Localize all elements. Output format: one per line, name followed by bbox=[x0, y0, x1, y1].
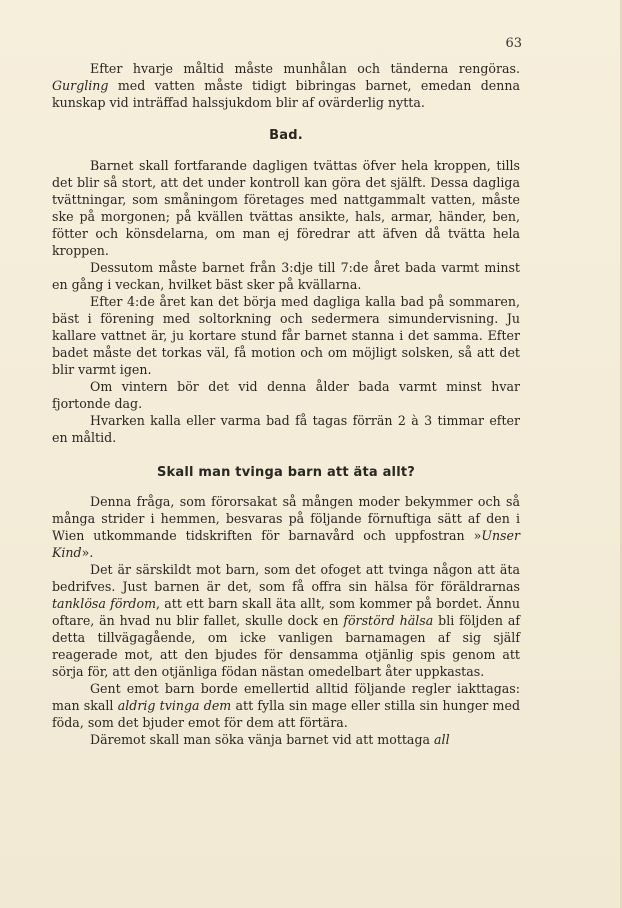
emphasis: all bbox=[434, 732, 450, 748]
emphasis: förstörd hälsa bbox=[343, 613, 434, 629]
page-number: 63 bbox=[505, 36, 522, 51]
paragraph: Dessutom måste barnet från 3:dje till 7:de året bada varmt minst en gång i veckan, hvilket bäst sker på kvällarna. bbox=[52, 259, 520, 292]
paragraph: Det är särskildt mot barn, som det ofoget att tvinga någon att äta bedrifves. Just barnen är det, som få offra sin hälsa för föräldrarnas tanklösa fördom, att ett barn skall äta allt, som kommer på bordet. Ännu oftare, än hvad nu blir fallet, skulle dock en förstörd hälsa bli följden af detta tillvägagående, om icke vanligen barnamagen af sig själf reagerade mot, att den bjudes för densamma otjänlig spis genom att sörja för, att den otjänliga födan nästan omedelbart åter uppkastas. bbox=[52, 562, 520, 680]
paragraph: Gent emot barn borde emellertid alltid följande regler iakttagas: man skall aldrig tvinga dem att fylla sin mage eller stilla sin hunger med föda, som det bjuder emot för dem att förtära. bbox=[52, 681, 521, 731]
section-heading-forcing: Skall man tvinga barn att äta allt? bbox=[156, 464, 416, 480]
paragraph: Hvarken kalla eller varma bad få tagas förrän 2 à 3 timmar efter en måltid. bbox=[52, 412, 520, 445]
intro-paragraph: Efter hvarje måltid måste munhålan och tänderna rengöras. Gurgling med vatten måste tidigt bibringas barnet, emedan denna kunskap vid inträffad halssjukdom blir af ovärderlig nytta. bbox=[52, 61, 520, 110]
section-heading-bad: Bad. bbox=[269, 128, 303, 143]
emphasis: Unser Kind bbox=[52, 528, 520, 561]
paragraph: Barnet skall fortfarande dagligen tvättas öfver hela kroppen, tills det blir så stort, att det under kontroll kan göra det själft. Dessa dagliga tvättningar, som småningom företages med nattgammalt vatten, måste ske på morgonen; på kvällen tvättas ansikte, hals, armar, händer, ben, fötter och könsdelarna, om man ej föredrar att äfven då tvätta hela kroppen. bbox=[52, 157, 520, 258]
paragraph: Efter 4:de året kan det börja med dagliga kalla bad på sommaren, bäst i förening med soltorkning och sedermera simundervisning. Ju kallare vattnet är, ju kortare stund får barnet stanna i det samma. Efter badet måste det torkas väl, få motion och om möjligt solsken, så att det blir varmt igen. bbox=[52, 293, 520, 377]
emphasis: tanklösa fördom bbox=[52, 596, 157, 612]
emphasis: aldrig tvinga dem bbox=[117, 698, 232, 714]
paragraph: Däremot skall man söka vänja barnet vid att mottaga all bbox=[90, 732, 450, 748]
paragraph: Om vintern bör det vid denna ålder bada varmt minst hvar fjortonde dag. bbox=[52, 378, 520, 411]
emphasis: Gurgling bbox=[52, 78, 109, 93]
paragraph: Denna fråga, som förorsakat så mången moder bekymmer och så många strider i hemmen, besvaras på följande förnuftiga sätt af den i Wien utkommande tidskriften för barnavård och uppfostran »Unser Kind». bbox=[52, 494, 520, 561]
page-content bbox=[52, 60, 520, 748]
